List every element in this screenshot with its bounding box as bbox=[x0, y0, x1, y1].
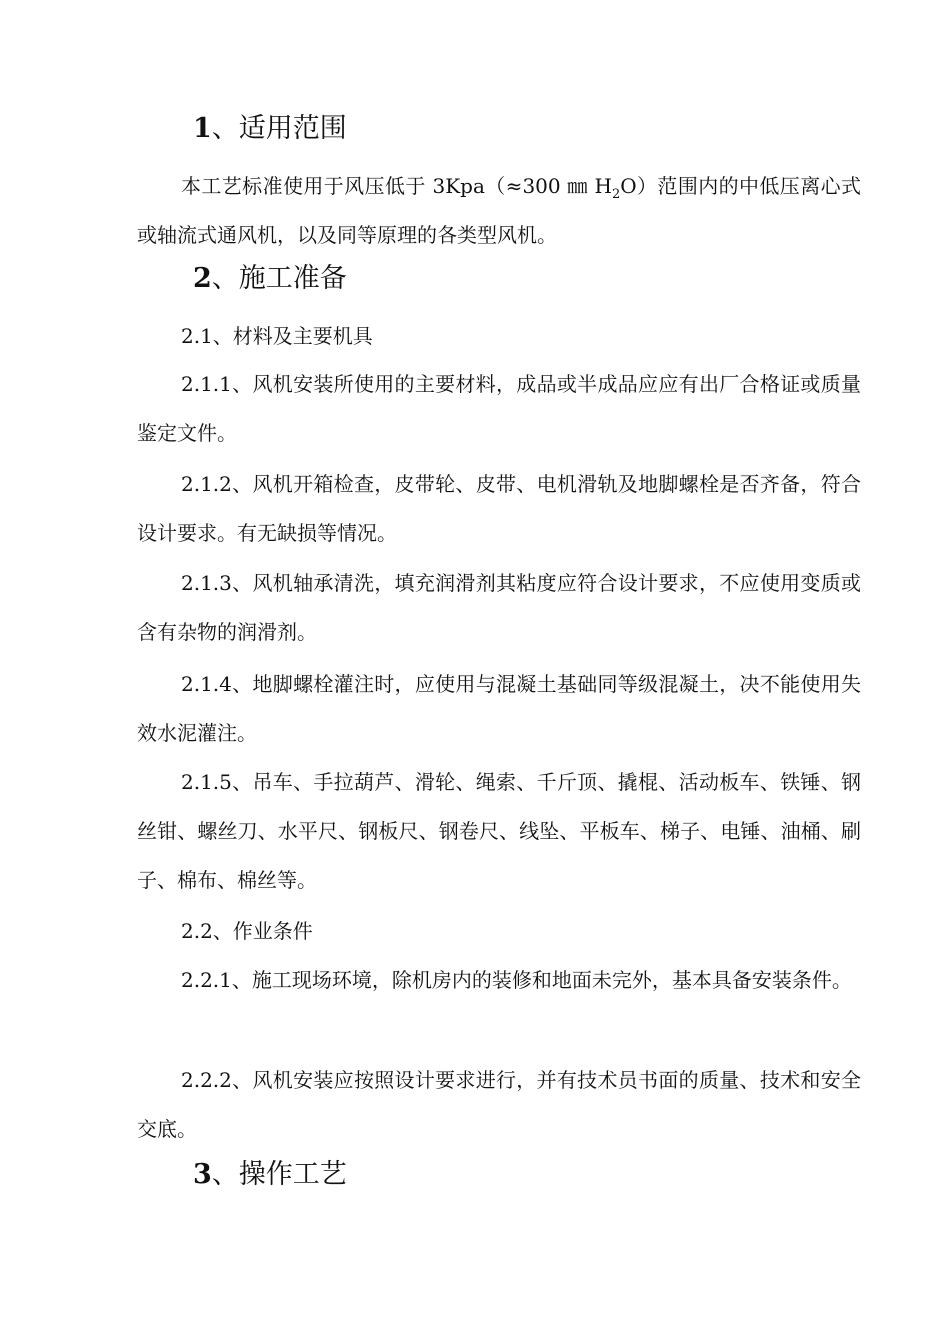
paragraph-2-1-4: 2.1.4、地脚螺栓灌注时，应使用与混凝土基础同等级混凝土，决不能使用失效水泥灌注。 bbox=[137, 672, 861, 745]
paragraph-2-1-1: 2.1.1、风机安装所使用的主要材料，成品或半成品应应有出厂合格证或质量鉴定文件。 bbox=[137, 372, 861, 445]
section-1-title: 、适用范围 bbox=[211, 113, 347, 144]
paragraph-2-1-2: 2.1.2、风机开箱检查，皮带轮、皮带、电机滑轨及地脚螺栓是否齐备，符合设计要求。有无缺损等情况。 bbox=[137, 472, 861, 545]
paragraph-2-2-2: 2.2.2、风机安装应按照设计要求进行，并有技术员书面的质量、技术和安全交底。 bbox=[137, 1068, 861, 1141]
section-2-title: 、施工准备 bbox=[211, 263, 347, 294]
paragraph-text: O）范围内的中低压离心式或轴流式通风机，以及同等原理的各类型风机。 bbox=[137, 174, 861, 247]
section-1-number: 1 bbox=[193, 113, 212, 144]
section-3-number: 3 bbox=[193, 1159, 212, 1190]
subsection-2-2-heading: 2.2、作业条件 bbox=[181, 919, 313, 943]
paragraph-2-2-1: 2.2.1、施工现场环境，除机房内的装修和地面未完外，基本具备安装条件。 bbox=[181, 968, 852, 992]
subsection-2-1-heading: 2.1、材料及主要机具 bbox=[181, 324, 373, 348]
section-2-heading bbox=[193, 264, 347, 294]
section-2-number: 2 bbox=[193, 263, 212, 294]
paragraph-2-1-3: 2.1.3、风机轴承清洗，填充润滑剂其粘度应符合设计要求，不应使用变质或含有杂物的润滑剂。 bbox=[137, 571, 861, 644]
section-3-heading bbox=[193, 1160, 347, 1190]
paragraph-text: 本工艺标准使用于风压低于 3Kpa（≈300 ㎜ H bbox=[181, 174, 612, 198]
subscript-2: 2 bbox=[611, 187, 621, 202]
section-3-title: 、操作工艺 bbox=[211, 1159, 347, 1190]
section-1-heading bbox=[193, 114, 347, 144]
paragraph-2-1-5: 2.1.5、吊车、手拉葫芦、滑轮、绳索、千斤顶、撬棍、活动板车、铁锤、钢丝钳、螺丝刀、水平尺、钢板尺、钢卷尺、线坠、平板车、梯子、电锤、油桶、刷子、棉布、棉丝等。 bbox=[137, 770, 861, 892]
section-1-paragraph bbox=[137, 162, 861, 260]
